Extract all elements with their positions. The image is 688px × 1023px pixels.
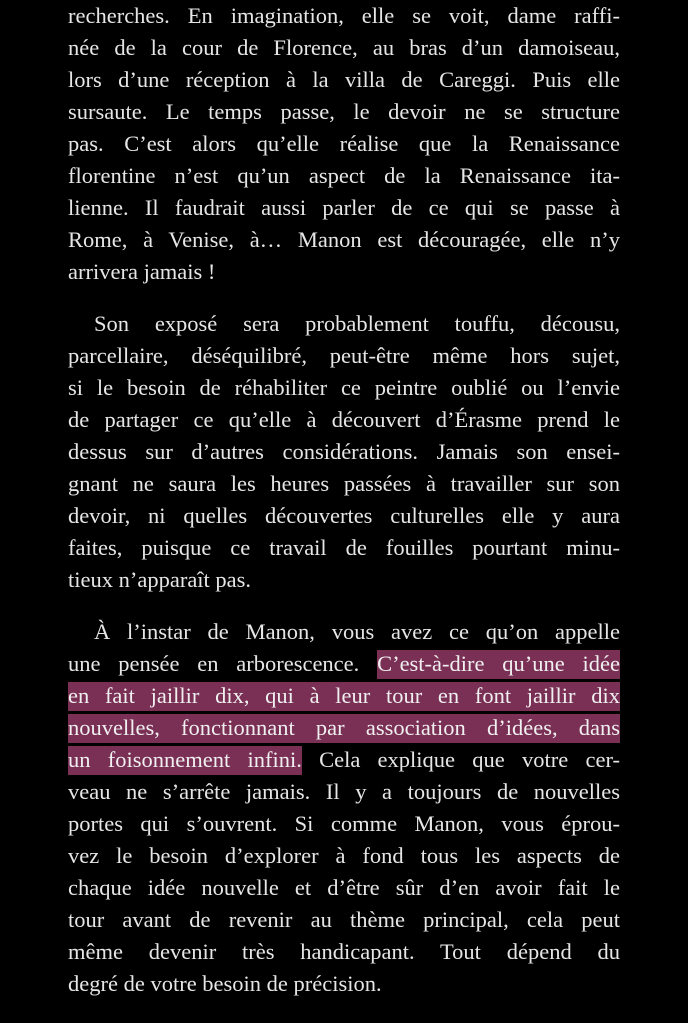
text-line: vez le besoin d’explorer à fond tous les aspects de (68, 843, 620, 868)
highlighted-text[interactable]: un foisonnement infini. (68, 746, 302, 775)
text-line: Son exposé sera probablement touffu, décousu, (94, 311, 620, 336)
text-line: sursaute. Le temps passe, le devoir ne se structure (68, 99, 620, 124)
text-line: recherches. En imagination, elle se voit, dame raffi- (68, 3, 620, 28)
text-line (68, 744, 620, 776)
text-line: faites, puisque ce travail de fouilles pourtant minu- (68, 535, 620, 560)
text-line: arrivera jamais ! (68, 259, 216, 284)
text-line: chaque idée nouvelle et d’être sûr d’en avoir fait le (68, 875, 620, 900)
text-line: florentine n’est qu’un aspect de la Renaissance ita- (68, 163, 620, 188)
text-line: portes qui s’ouvrent. Si comme Manon, vous éprou- (68, 811, 620, 836)
paragraph-2 (68, 308, 620, 596)
text-line: tieux n’apparaît pas. (68, 567, 252, 592)
text-line: lors d’une réception à la villa de Careggi. Puis elle (68, 67, 620, 92)
text-line: parcellaire, déséquilibré, peut-être même hors sujet, (68, 343, 620, 368)
paragraph-3 (68, 616, 620, 1000)
text-line: de partager ce qu’elle à découvert d’Érasme prend le (68, 407, 620, 432)
highlighted-text[interactable]: en fait jaillir dix, qui à leur tour en font jaillir dix (68, 682, 620, 711)
text-line: veau ne s’arrête jamais. Il y a toujours de nouvelles (68, 779, 620, 804)
text-line (68, 680, 620, 712)
text-line: même devenir très handicapant. Tout dépend du (68, 939, 620, 964)
text-line: dessus sur d’autres considérations. Jamais son ensei- (68, 439, 620, 464)
text-line: née de la cour de Florence, au bras d’un damoiseau, (68, 35, 620, 60)
text-segment: une pensée en arborescence. (68, 651, 378, 676)
text-line: pas. C’est alors qu’elle réalise que la Renaissance (68, 131, 620, 156)
text-line (68, 648, 620, 680)
text-line: Rome, à Venise, à… Manon est découragée, elle n’y (68, 227, 620, 252)
highlighted-text[interactable]: nouvelles, fonctionnant par association d’idées, dans (68, 714, 620, 743)
text-segment: Cela explique que votre cer- (301, 747, 620, 772)
paragraph-gap (68, 288, 620, 308)
paragraph-1 (68, 0, 620, 288)
paragraph-gap (68, 596, 620, 616)
text-line: si le besoin de réhabiliter ce peintre oublié ou l’envie (68, 375, 620, 400)
text-line: degré de votre besoin de précision. (68, 971, 382, 996)
highlighted-text[interactable]: C’est-à-dire qu’une idée (377, 650, 620, 679)
text-line (68, 712, 620, 744)
text-line: gnant ne saura les heures passées à travailler sur son (68, 471, 620, 496)
text-line: tour avant de revenir au thème principal, cela peut (68, 907, 620, 932)
reading-page (68, 0, 620, 1000)
text-line: lienne. Il faudrait aussi parler de ce qui se passe à (68, 195, 620, 220)
text-line: À l’instar de Manon, vous avez ce qu’on appelle (94, 619, 620, 644)
text-line: devoir, ni quelles découvertes culturelles elle y aura (68, 503, 620, 528)
